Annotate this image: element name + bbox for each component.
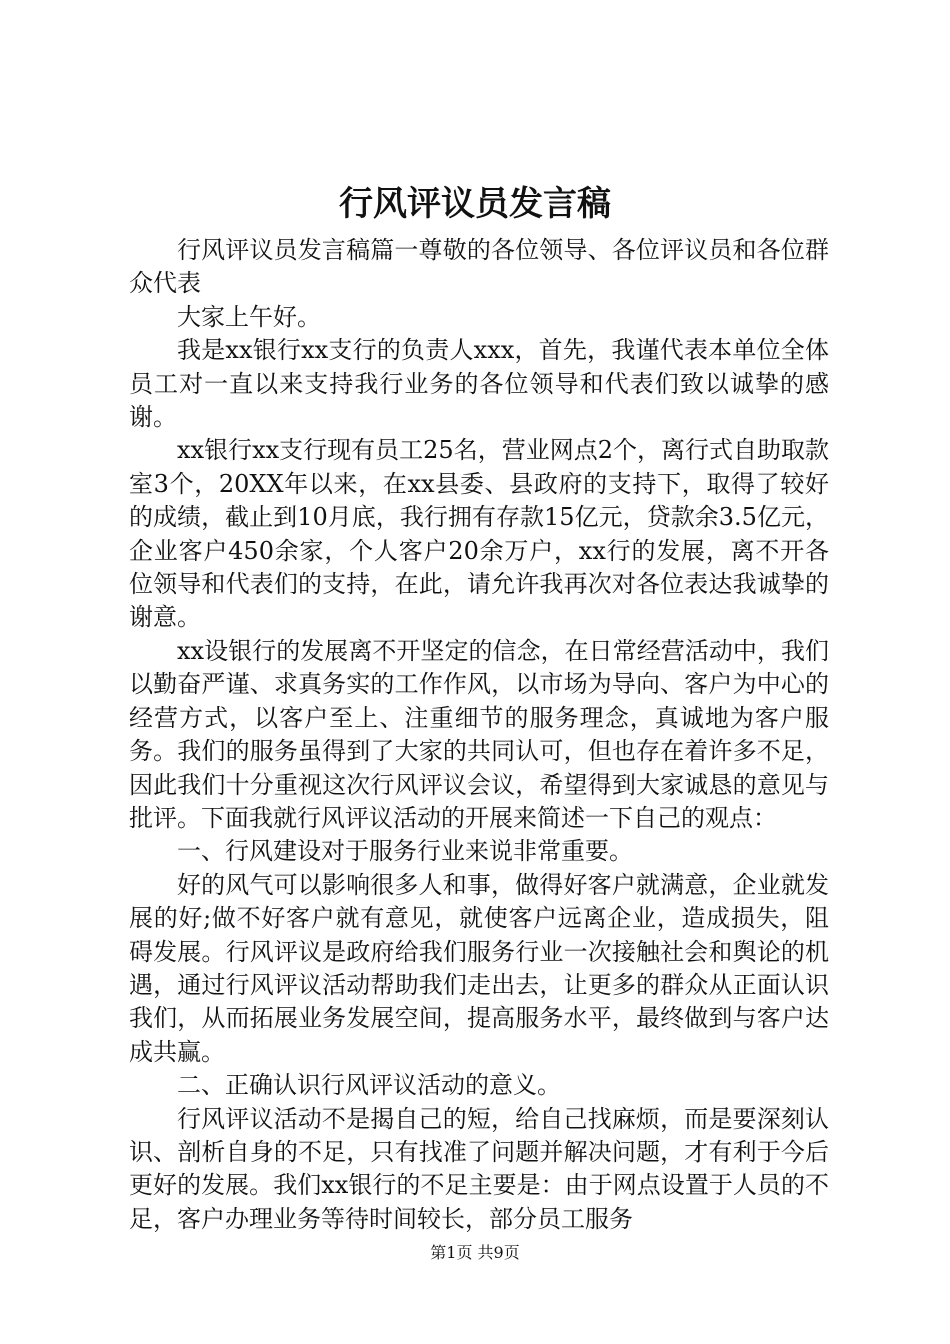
paragraph: 二、正确认识行风评议活动的意义。 bbox=[177, 1071, 561, 1100]
paragraph: 我是xx银行xx支行的负责人xxx，首先，我谨代表本单位全体员工对一直以来支持我行业务的各位领导和代表们致以诚挚的感谢。 bbox=[129, 336, 829, 432]
document-body bbox=[129, 234, 829, 1236]
page-footer: 第1页 共9页 bbox=[430, 1243, 520, 1262]
paragraph: xx银行xx支行现有员工25名，营业网点2个，离行式自助取款室3个，20XX年以来，在xx县委、县政府的支持下，取得了较好的成绩，截止到10月底，我行拥有存款15亿元，贷款余3.5亿元，企业客户450余家，个人客户20余万户，xx行的发展，离不开各位领导和代表们的支持，在此，请允许我再次对各位表达我诚挚的谢意。 bbox=[129, 436, 829, 632]
paragraph: 行风评议员发言稿篇一尊敬的各位领导、各位评议员和各位群众代表 bbox=[129, 236, 829, 298]
paragraph: 大家上午好。 bbox=[177, 302, 321, 331]
document-title: 行风评议员发言稿 bbox=[339, 184, 611, 224]
paragraph: 好的风气可以影响很多人和事，做得好客户就满意，企业就发展的好;做不好客户就有意见，就使客户远离企业，造成损失，阻碍发展。行风评议是政府给我们服务行业一次接触社会和舆论的机遇，通过行风评议活动帮助我们走出去，让更多的群众从正面认识我们，从而拓展业务发展空间，提高服务水平，最终做到与客户达成共赢。 bbox=[129, 870, 829, 1066]
paragraph: 行风评议活动不是揭自己的短，给自己找麻烦，而是要深刻认识、剖析自身的不足，只有找准了问题并解决问题，才有利于今后更好的发展。我们xx银行的不足主要是：由于网点设置于人员的不足，客户办理业务等待时间较长，部分员工服务 bbox=[129, 1104, 829, 1233]
paragraph: 一、行风建设对于服务行业来说非常重要。 bbox=[177, 837, 633, 866]
paragraph: xx设银行的发展离不开坚定的信念，在日常经营活动中，我们以勤奋严谨、求真务实的工作作风，以市场为导向、客户为中心的经营方式，以客户至上、注重细节的服务理念，真诚地为客户服务。我们的服务虽得到了大家的共同认可，但也存在着许多不足，因此我们十分重视这次行风评议会议，希望得到大家诚恳的意见与批评。下面我就行风评议活动的开展来简述一下自己的观点： bbox=[129, 636, 829, 832]
